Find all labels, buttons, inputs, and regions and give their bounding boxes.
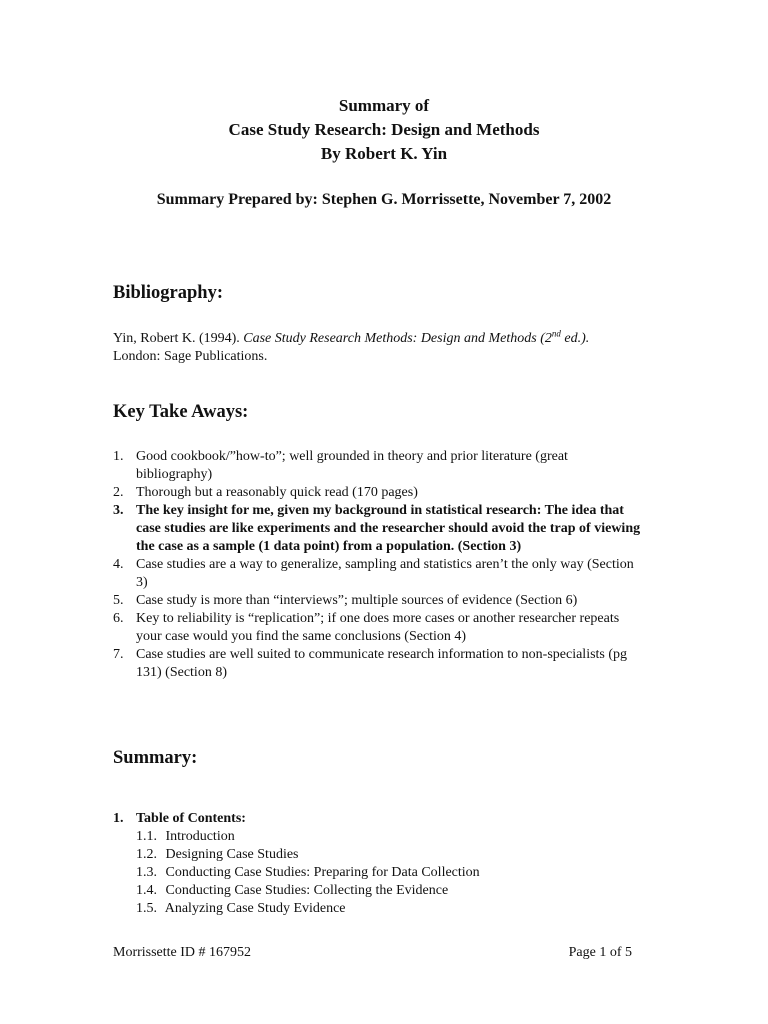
summary-heading: Summary: bbox=[113, 748, 198, 768]
biblio-title-end: ed.). bbox=[560, 331, 590, 346]
list-item-text: Thorough but a reasonably quick read (170 pages) bbox=[136, 485, 418, 500]
biblio-publisher: London: Sage Publications. bbox=[113, 349, 268, 364]
list-item-text: Case study is more than “interviews”; multiple sources of evidence (Section 6) bbox=[136, 593, 578, 608]
document-title bbox=[0, 94, 768, 166]
toc-list bbox=[113, 828, 653, 918]
toc-item bbox=[113, 900, 653, 918]
biblio-author: Yin, Robert K. (1994). bbox=[113, 331, 244, 346]
list-item-text: Case studies are a way to generalize, sampling and statistics aren’t the only way (Section 3) bbox=[136, 557, 634, 590]
biblio-title-text: Case Study Research Methods: Design and Methods (2 bbox=[243, 331, 552, 346]
toc-item-text: Conducting Case Studies: Preparing for Data Collection bbox=[165, 865, 480, 880]
list-item bbox=[113, 484, 643, 502]
list-item-text: The key insight for me, given my background in statistical research: The idea that case studies are like experiments and the researcher should avoid the trap of viewing the case as a sample (1 data point) from a population. (Section 3) bbox=[136, 503, 641, 554]
list-item bbox=[113, 556, 643, 592]
toc-item bbox=[113, 882, 653, 900]
page-number: Page 1 of 5 bbox=[568, 945, 632, 960]
toc-number: 1. bbox=[113, 811, 124, 826]
list-item-text: Good cookbook/”how-to”; well grounded in theory and prior literature (great bibliography) bbox=[136, 449, 568, 482]
list-item bbox=[113, 610, 643, 646]
list-number: 7. bbox=[113, 647, 124, 662]
list-item-text: Key to reliability is “replication”; if one does more cases or another researcher repeats your case would you find the same conclusions (Section 4) bbox=[136, 611, 620, 644]
toc-item bbox=[113, 864, 653, 882]
list-number: 4. bbox=[113, 557, 124, 572]
list-item bbox=[113, 646, 643, 682]
toc-item bbox=[113, 828, 653, 846]
biblio-edition-sup: nd bbox=[551, 328, 561, 339]
toc-item bbox=[113, 846, 653, 864]
list-number: 3. bbox=[113, 503, 124, 518]
list-number: 1. bbox=[113, 449, 124, 464]
list-item bbox=[113, 502, 643, 556]
toc-title: Table of Contents: bbox=[136, 811, 246, 826]
list-item bbox=[113, 448, 643, 484]
footer-id: Morrissette ID # 167952 bbox=[113, 945, 252, 960]
bibliography-entry bbox=[113, 330, 653, 366]
list-number: 2. bbox=[113, 485, 124, 500]
bibliography-heading: Bibliography: bbox=[113, 283, 223, 303]
prepared-by-line: Summary Prepared by: Stephen G. Morrissette, November 7, 2002 bbox=[156, 191, 612, 208]
list-number: 5. bbox=[113, 593, 124, 608]
toc-item-number: 1.5. bbox=[136, 901, 157, 916]
toc-item-text: Introduction bbox=[165, 829, 235, 844]
biblio-title bbox=[243, 328, 590, 346]
table-of-contents bbox=[113, 810, 653, 918]
toc-item-text: Analyzing Case Study Evidence bbox=[164, 901, 346, 916]
list-item bbox=[113, 592, 643, 610]
toc-item-number: 1.1. bbox=[136, 829, 157, 844]
title-line-1: Summary of bbox=[338, 96, 430, 115]
title-line-2: Case Study Research: Design and Methods bbox=[228, 120, 540, 139]
toc-item-number: 1.3. bbox=[136, 865, 157, 880]
toc-item-number: 1.2. bbox=[136, 847, 157, 862]
toc-item-text: Conducting Case Studies: Collecting the Evidence bbox=[165, 883, 449, 898]
toc-heading bbox=[113, 810, 653, 828]
list-number: 6. bbox=[113, 611, 124, 626]
takeaways-list bbox=[113, 448, 643, 682]
title-line-3: By Robert K. Yin bbox=[320, 144, 448, 163]
list-item-text: Case studies are well suited to communicate research information to non-specialists (pg 131) (Section 8) bbox=[136, 647, 628, 680]
toc-item-number: 1.4. bbox=[136, 883, 157, 898]
takeaways-heading: Key Take Aways: bbox=[113, 402, 249, 422]
toc-item-text: Designing Case Studies bbox=[165, 847, 299, 862]
